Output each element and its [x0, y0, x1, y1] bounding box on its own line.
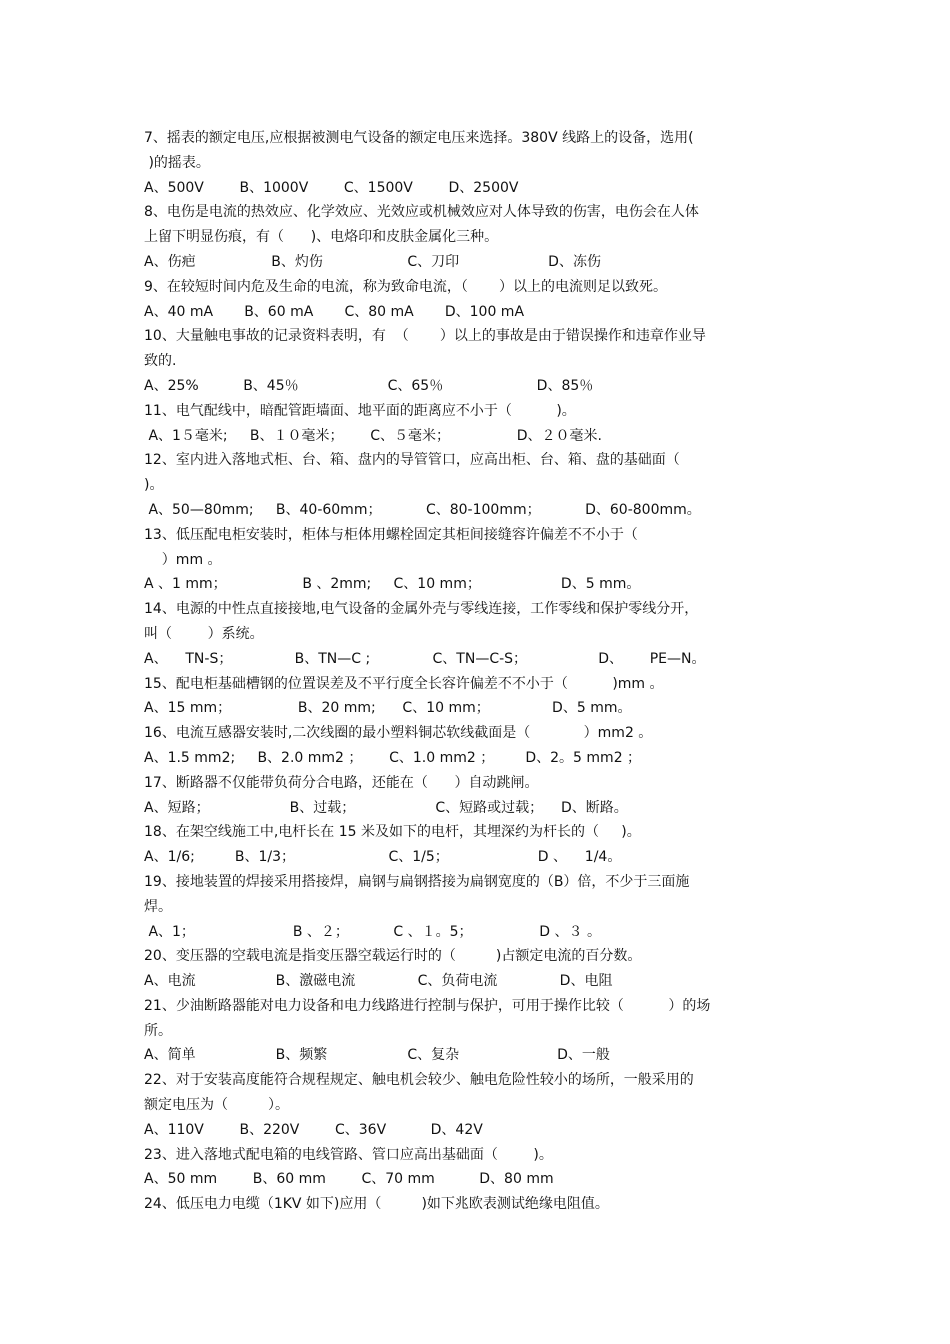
- question-line: 18、在架空线施工中,电杆长在 15 米及如下的电杆，其埋深约为杆长的（ )。: [144, 824, 641, 841]
- options-line: A、50—80mm; B、40-60mm； C、80-100mm； D、60-800mm。: [144, 501, 701, 518]
- options-line: A、 TN-S； B、TN—C ; C、TN—C-S； D、 PE—N。: [144, 650, 706, 667]
- question-line: 额定电压为（ ）。: [144, 1097, 290, 1114]
- options-line: A 、1 mm； B 、2mm; C、10 mm； D、5 mm。: [144, 576, 641, 593]
- question-line: 8、电伤是电流的热效应、化学效应、光效应或机械效应对人体导致的伤害，电伤会在人体: [144, 204, 699, 221]
- question-line: 19、接地装置的焊接采用搭接焊，扁钢与扁钢搭接为扁钢宽度的（B）倍，不少于三面施: [144, 873, 690, 890]
- question-line: 15、配电柜基础槽钢的位置误差及不平行度全长容许偏差不不小于（ )mm 。: [144, 675, 664, 692]
- question-line: 所。: [144, 1022, 172, 1039]
- question-line: 13、低压配电柜安装时，柜体与柜体用螺栓固定其柜间接缝容许偏差不不小于（: [144, 526, 638, 543]
- question-line: ）mm 。: [144, 551, 222, 568]
- question-line: 10、大量触电事故的记录资料表明，有 （ ）以上的事故是由于错误操作和违章作业导: [144, 328, 706, 345]
- question-line: 叫（ ）系统。: [144, 625, 264, 642]
- question-line: 焊。: [144, 898, 172, 915]
- options-line: A、1５毫米; B、１０毫米； C、５毫米； D、２０毫米.: [144, 427, 602, 444]
- question-line: 21、少油断路器能对电力设备和电力线路进行控制与保护，可用于操作比较（ ）的场: [144, 997, 711, 1014]
- options-line: A、500V B、1000V C、1500V D、2500V: [144, 179, 519, 196]
- question-line: )。: [144, 477, 164, 494]
- question-line: 23、进入落地式配电箱的电线管路、管口应高出基础面（ )。: [144, 1146, 553, 1163]
- options-line: A、伤疤 B、灼伤 C、刀印 D、冻伤: [144, 253, 601, 270]
- question-line: 11、电气配线中，暗配管距墙面、地平面的距离应不小于（ )。: [144, 402, 576, 419]
- options-line: A、短路； B、过载； C、短路或过载； D、断路。: [144, 799, 628, 816]
- question-line: 12、室内进入落地式柜、台、箱、盘内的导管管口，应高出柜、台、箱、盘的基础面（: [144, 452, 680, 469]
- question-list: [144, 126, 806, 1217]
- options-line: A、110V B、220V C、36V D、42V: [144, 1121, 483, 1138]
- question-line: 致的.: [144, 353, 177, 370]
- options-line: A、1/6; B、1/3； C、1/5； D 、 1/4。: [144, 849, 622, 866]
- question-line: 上留下明显伤痕，有（ )、电烙印和皮肤金属化三种。: [144, 229, 499, 246]
- question-line: 7、摇表的额定电压,应根据被测电气设备的额定电压来选择。380V 线路上的设备，选用(: [144, 130, 694, 146]
- options-line: A、15 mm； B、20 mm; C、10 mm； D、5 mm。: [144, 700, 632, 717]
- options-line: A、1.5 mm2; B、2.0 mm2 ； C、1.0 mm2 ； D、2。5 mm2 ；: [144, 749, 642, 766]
- question-line: 17、断路器不仅能带负荷分合电路，还能在（ ）自动跳闸。: [144, 774, 539, 791]
- options-line: A、1； B 、２； C 、１。5； D 、３ 。: [144, 923, 601, 940]
- question-line: 24、低压电力电缆（1KV 如下)应用（ )如下兆欧表测试绝缘电阻值。: [144, 1196, 609, 1213]
- question-line: 20、变压器的空载电流是指变压器空载运行时的（ )占额定电流的百分数。: [144, 948, 642, 965]
- question-line: 16、电流互感器安装时,二次线圈的最小塑料铜芯软线截面是（ ）mm2 。: [144, 725, 653, 742]
- question-line: 22、对于安装高度能符合规程规定、触电机会较少、触电危险性较小的场所，一般采用的: [144, 1072, 694, 1089]
- question-line: 14、电源的中性点直接接地,电气设备的金属外壳与零线连接，工作零线和保护零线分开，: [144, 601, 699, 618]
- options-line: A、25% B、45％ C、65％ D、85％: [144, 377, 594, 394]
- options-line: A、电流 B、激磁电流 C、负荷电流 D、电阻: [144, 973, 613, 990]
- options-line: A、40 mA B、60 mA C、80 mA D、100 mA: [144, 303, 525, 320]
- question-line: 9、在较短时间内危及生命的电流，称为致命电流，（ ）以上的电流则足以致死。: [144, 278, 668, 295]
- options-line: A、50 mm B、60 mm C、70 mm D、80 mm: [144, 1171, 554, 1188]
- question-line: )的摇表。: [144, 154, 210, 171]
- options-line: A、简单 B、频繁 C、复杂 D、一般: [144, 1047, 610, 1064]
